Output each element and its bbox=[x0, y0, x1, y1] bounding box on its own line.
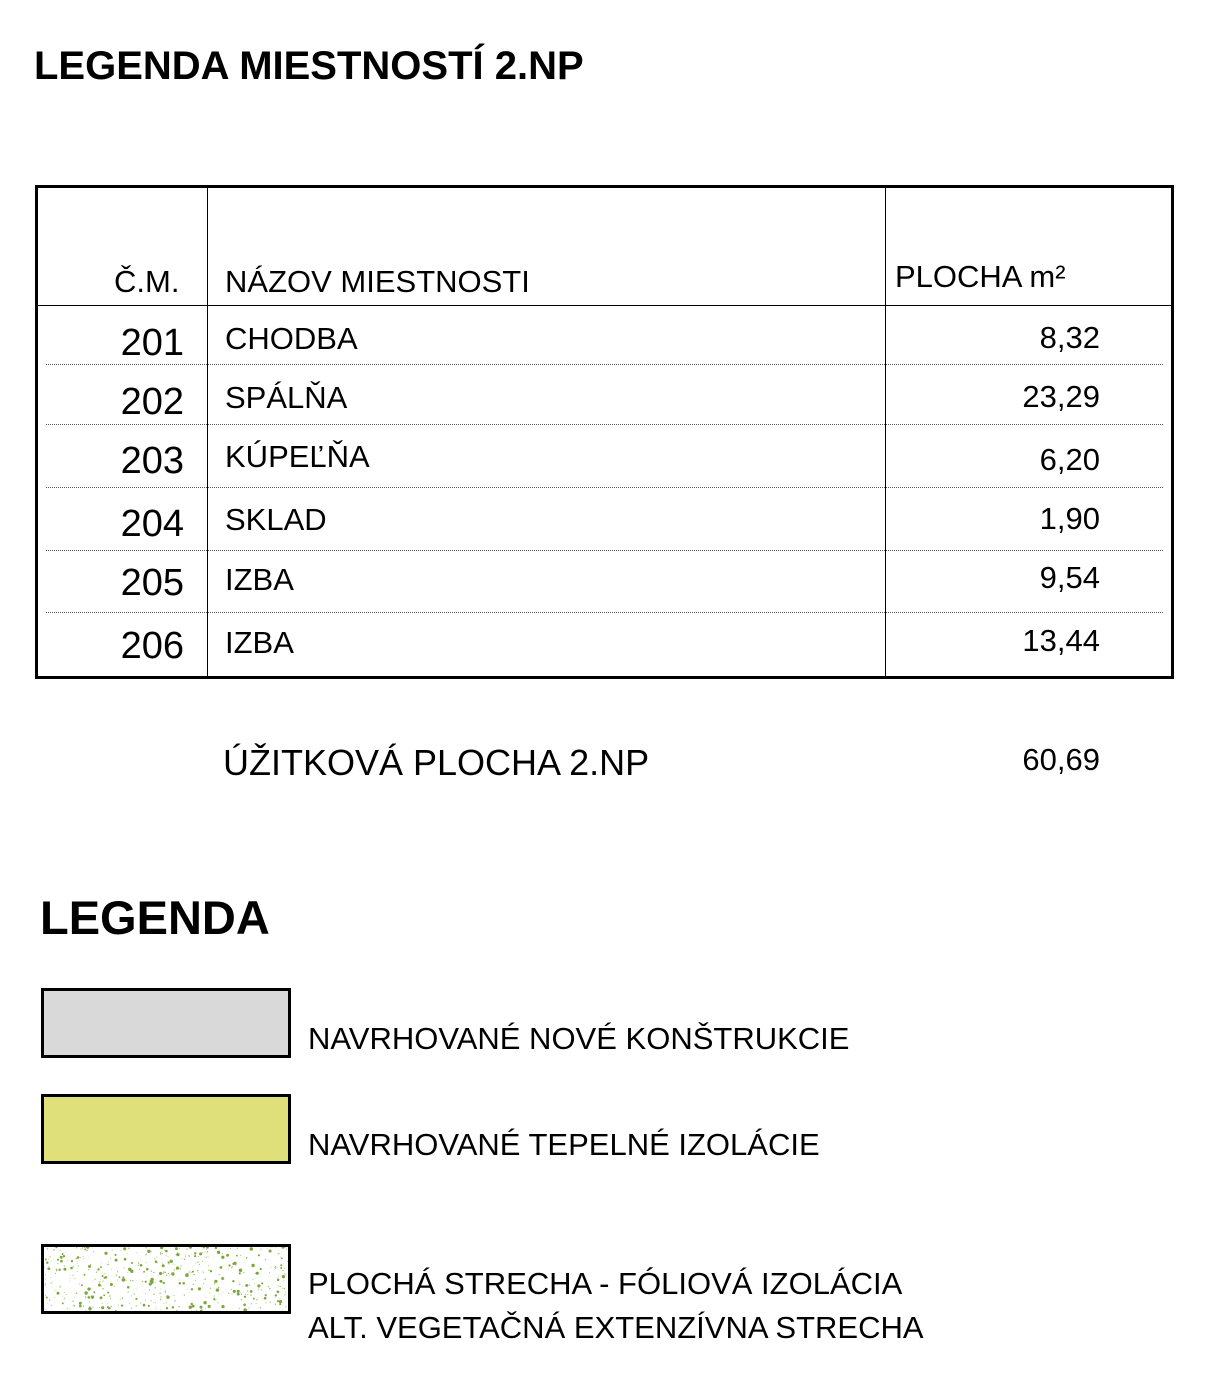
room-area: 1,90 bbox=[1039, 501, 1100, 536]
row-separator bbox=[46, 424, 1163, 425]
column-divider bbox=[207, 188, 208, 676]
room-number: 204 bbox=[120, 503, 184, 545]
header-name: NÁZOV MIESTNOSTI bbox=[225, 264, 530, 299]
room-area: 13,44 bbox=[1022, 623, 1100, 658]
rooms-table bbox=[35, 185, 1174, 679]
room-name: SPÁLŇA bbox=[225, 380, 348, 415]
column-divider bbox=[885, 188, 886, 676]
legend-swatch-new-constructions bbox=[41, 988, 291, 1058]
legend-swatch-thermal-insulation bbox=[41, 1094, 291, 1164]
legend-label-thermal-insulation: NAVRHOVANÉ TEPELNÉ IZOLÁCIE bbox=[308, 1127, 820, 1162]
room-number: 201 bbox=[120, 322, 184, 364]
room-name: IZBA bbox=[225, 562, 294, 597]
room-name: IZBA bbox=[225, 625, 294, 660]
room-area: 6,20 bbox=[1039, 442, 1100, 477]
room-name: SKLAD bbox=[225, 502, 327, 537]
room-name: KÚPEĽŇA bbox=[225, 439, 370, 474]
row-separator bbox=[46, 487, 1163, 488]
legend-label-new-constructions: NAVRHOVANÉ NOVÉ KONŠTRUKCIE bbox=[308, 1021, 850, 1056]
header-divider bbox=[38, 305, 1171, 306]
legend-title: LEGENDA bbox=[40, 891, 270, 944]
room-area: 8,32 bbox=[1039, 320, 1100, 355]
room-name: CHODBA bbox=[225, 321, 358, 356]
row-separator bbox=[46, 612, 1163, 613]
total-area-label: ÚŽITKOVÁ PLOCHA 2.NP bbox=[223, 742, 650, 783]
room-number: 205 bbox=[120, 562, 184, 604]
room-area: 23,29 bbox=[1022, 379, 1100, 414]
header-number: Č.M. bbox=[114, 264, 180, 299]
room-area: 9,54 bbox=[1039, 560, 1100, 595]
row-separator bbox=[46, 550, 1163, 551]
legend-swatch-flat-roof bbox=[41, 1244, 291, 1314]
page-title: LEGENDA MIESTNOSTÍ 2.NP bbox=[34, 44, 584, 88]
room-number: 202 bbox=[120, 381, 184, 423]
room-number: 206 bbox=[120, 625, 184, 667]
row-separator bbox=[46, 364, 1163, 365]
header-area: PLOCHA m² bbox=[895, 259, 1066, 294]
room-number: 203 bbox=[120, 440, 184, 482]
speckle-pattern bbox=[44, 1247, 288, 1311]
total-area-value: 60,69 bbox=[1022, 742, 1100, 777]
legend-label-flat-roof-line2: ALT. VEGETAČNÁ EXTENZÍVNA STRECHA bbox=[308, 1310, 924, 1345]
legend-label-flat-roof-line1: PLOCHÁ STRECHA - FÓLIOVÁ IZOLÁCIA bbox=[308, 1266, 903, 1301]
